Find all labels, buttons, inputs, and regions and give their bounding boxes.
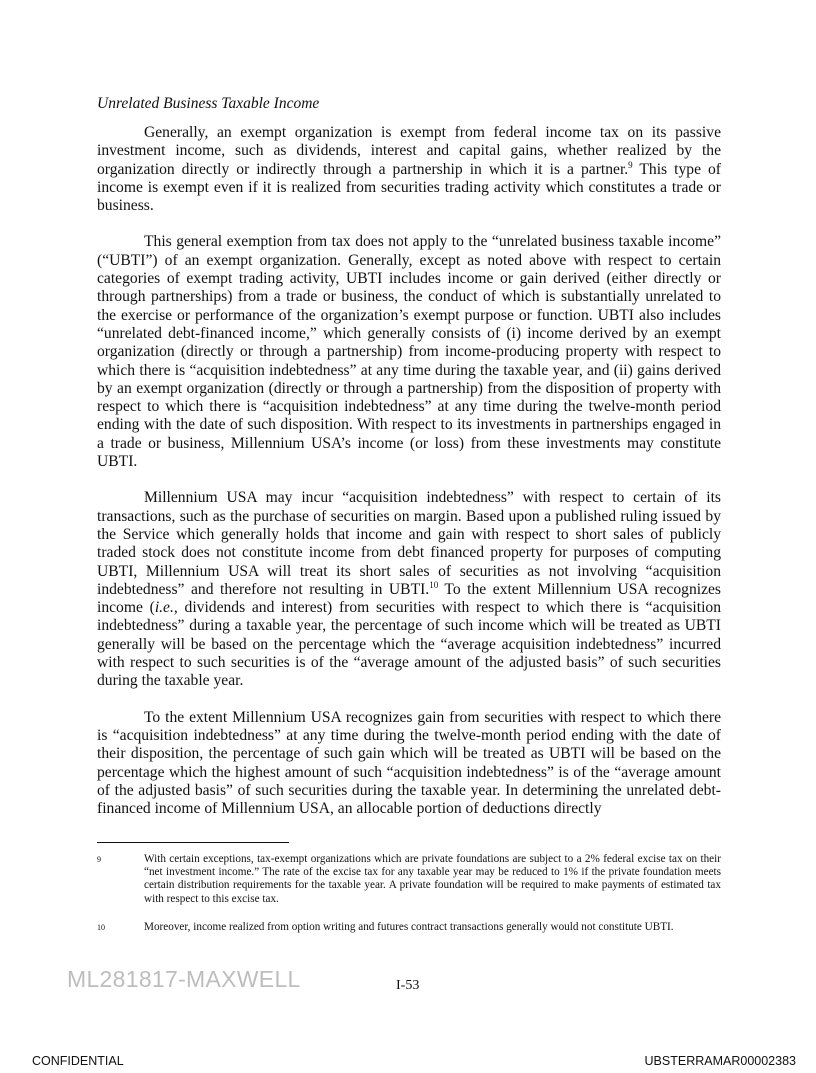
paragraph-3-text-a: Millennium USA may incur “acquisition indebtedness” with respect to certain of its transactions, such as the purchase of securities on margin. Based upon a published ruling issued by the Service which generally holds that income and gain with respect to short sales of publicly traded stock does not constitute income from debt financed property for purposes of computing UBTI, Millennium USA will treat its short sales of securities as not involving “acquisition indebtedness” and therefore not resulting in UBTI. (97, 489, 721, 598)
paragraph-1 (97, 124, 721, 215)
confidential-label: CONFIDENTIAL (32, 1054, 124, 1068)
document-body (97, 94, 721, 836)
footnote-10 (97, 921, 721, 934)
footnote-9-number: 9 (97, 855, 101, 864)
footnote-divider (97, 842, 289, 843)
footnote-ref-9: 9 (628, 159, 633, 170)
paragraph-3 (97, 489, 721, 690)
bates-number-right: UBSTERRAMAR00002383 (644, 1054, 796, 1068)
paragraph-4: To the extent Millennium USA recognizes gain from securities with respect to which there is “acquisition indebtedness” at any time during the twelve-month period ending with the date of their disposition, the percentage of such gain which will be treated as UBTI will be based on the percentage which the highest amount of such “acquisition indebtedness” is of the “average amount of the adjusted basis” of such securities during the taxable year. In determining the unrelated debt-financed income of Millennium USA, an allocable portion of deductions directly (97, 708, 721, 818)
section-heading: Unrelated Business Taxable Income (97, 95, 320, 112)
paragraph-3-ie: i.e. (154, 599, 174, 617)
paragraph-2: This general exemption from tax does not apply to the “unrelated business taxable income” (“UBTI”) of an exempt organization. Generally, except as noted above with respect to certain categories of exempt trading activity, UBTI includes income or gain derived (either directly or through partnerships) from a trade or business, the conduct of which is substantially unrelated to the exercise or performance of the organization’s exempt purpose or function. UBTI also includes “unrelated debt-financed income,” which generally consists of (i) income derived by an exempt organization (directly or through a partnership) from income-producing property with respect to which there is “acquisition indebtedness” at any time during the taxable year, and (ii) gains derived by an exempt organization (directly or through a partnership) from the disposition of property with respect to which there is “acquisition indebtedness” at any time during the twelve-month period ending with the date of such disposition. With respect to its investments in partnerships engaged in a trade or business, Millennium USA’s income (or loss) from these investments may constitute UBTI. (97, 233, 721, 471)
footnote-ref-10: 10 (429, 579, 439, 590)
page-number: I-53 (396, 978, 420, 993)
footnote-10-number: 10 (97, 923, 105, 932)
paragraph-3-text-b: To the extent Millennium USA recognizes income ( (97, 580, 721, 617)
footnote-10-text: Moreover, income realized from option writing and futures contract transactions generally would not constitute UBTI. (144, 921, 674, 933)
footnote-9 (97, 853, 721, 906)
paragraph-1-text-a: Generally, an exempt organization is exempt from federal income tax on its passive investment income, such as dividends, interest and capital gains, whether realized by the organization directly or indirectly through a partnership in which it is a partner. (97, 124, 721, 178)
bates-stamp-left: ML281817-MAXWELL (67, 966, 301, 992)
footnote-9-text: With certain exceptions, tax-exempt organizations which are private foundations are subject to a 2% federal excise tax on their “net investment income.” The rate of the excise tax for any taxable year may be reduced to 1% if the private foundation meets certain distribution requirements for the taxable year. A private foundation will be required to make payments of estimated tax with respect to this excise tax. (144, 853, 721, 905)
paragraph-1-text-b: This type of income is exempt even if it is realized from securities trading activity which constitutes a trade or business. (97, 160, 721, 215)
paragraph-3-text-c: , dividends and interest) from securities with respect to which there is “acquisition indebtedness” during a taxable year, the percentage of such income which will be treated as UBTI generally will be based on the percentage which the “average acquisition indebtedness” incurred with respect to such securities is of the “average amount of the adjusted basis” of such securities during the taxable year. (97, 599, 721, 690)
